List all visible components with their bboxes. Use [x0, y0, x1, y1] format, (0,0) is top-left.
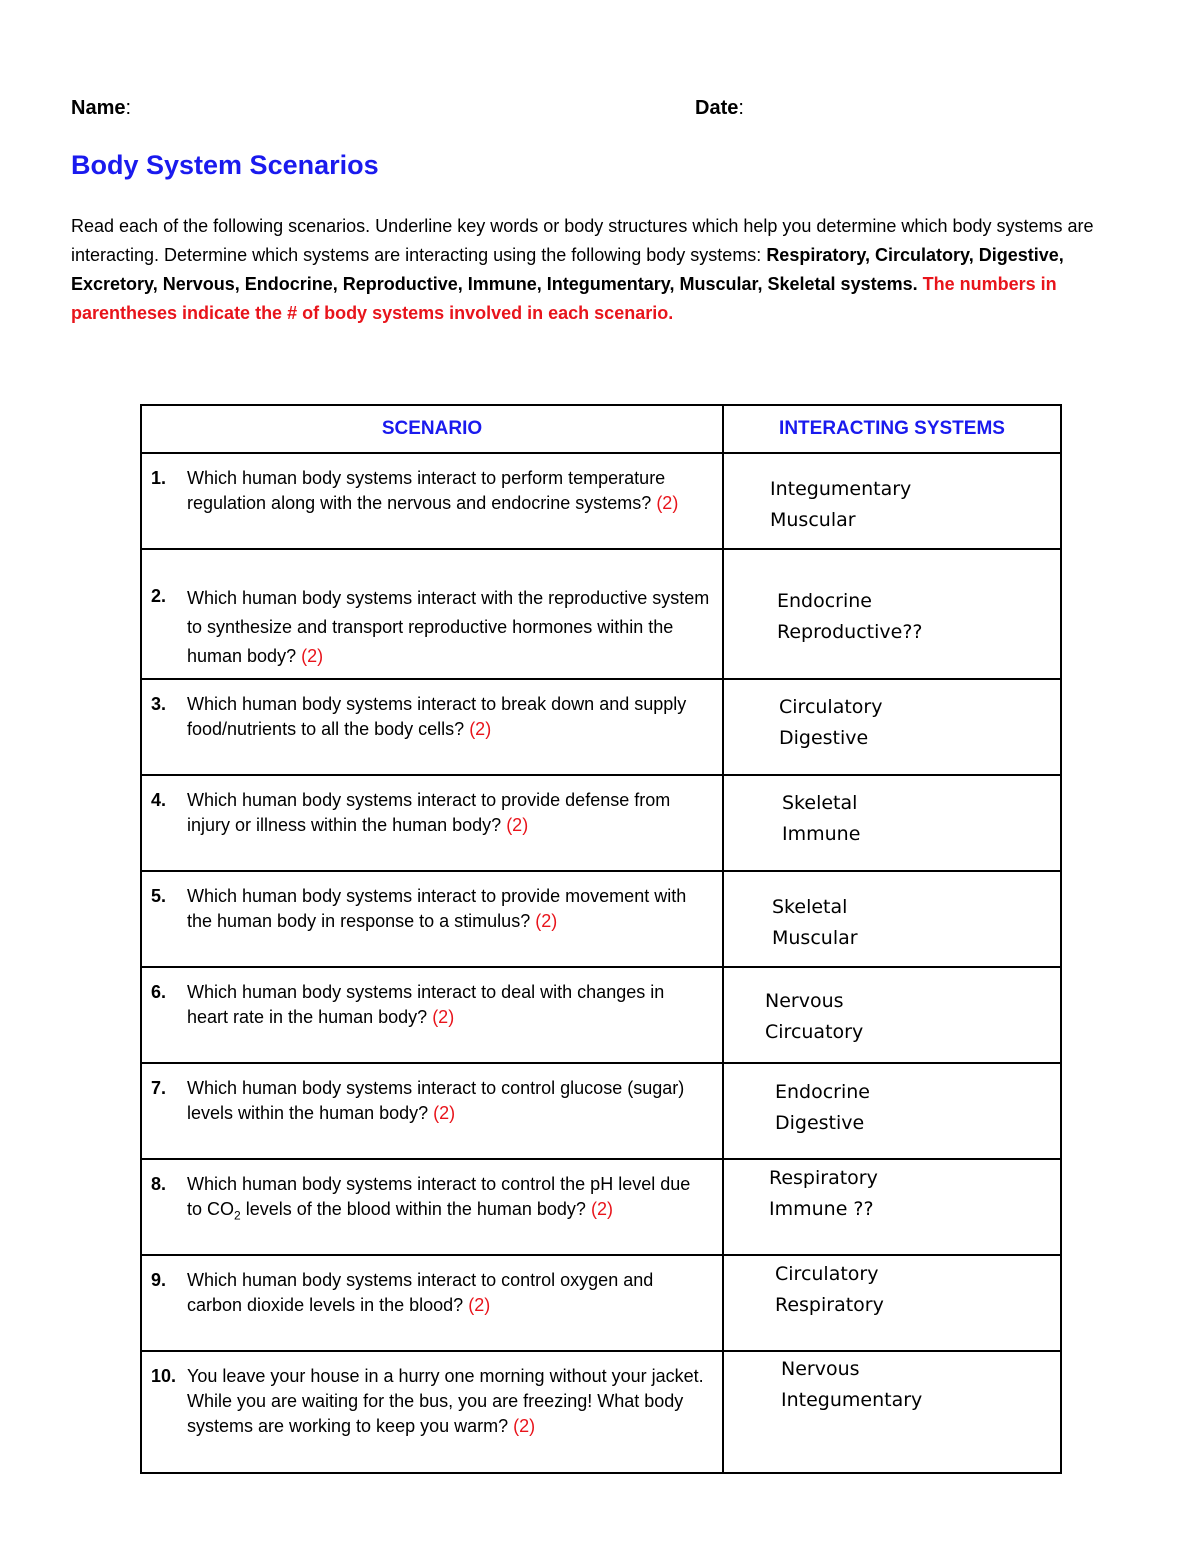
answer-line: Circuatory: [765, 1021, 864, 1043]
scenario-number: 10.: [151, 1366, 177, 1386]
answer-cell[interactable]: [723, 1063, 1061, 1159]
answer-line: Integumentary: [781, 1389, 923, 1411]
answer-cell[interactable]: [723, 967, 1061, 1063]
instructions-note: The numbers in parentheses indicate the # of body systems involved in each scenario.: [71, 274, 1057, 323]
scenario-cell: [141, 871, 723, 967]
table-row: [141, 1351, 1061, 1473]
scenario-number: 3.: [151, 694, 167, 714]
answer-line: Respiratory: [775, 1294, 884, 1316]
answer-cell[interactable]: [723, 549, 1061, 679]
scenario-question: [187, 884, 710, 934]
scenario-question: [187, 466, 710, 516]
scenario-cell: [141, 453, 723, 549]
scenarios-table: [140, 404, 1062, 1474]
scenario-question: [187, 1172, 710, 1229]
question-text: Which human body systems interact to perform temperature regulation along with the nervous and endocrine systems?: [187, 468, 666, 513]
table-row: [141, 1159, 1061, 1255]
answer-cell[interactable]: [723, 679, 1061, 775]
scenario-cell: [141, 549, 723, 679]
table-row: [141, 679, 1061, 775]
answer-line: Skeletal: [782, 792, 858, 814]
system-count: (2): [433, 1103, 456, 1123]
scenario-cell: [141, 775, 723, 871]
table-row: [141, 967, 1061, 1063]
answer-line: Muscular: [772, 927, 858, 949]
instructions: [71, 212, 1131, 328]
scenario-question: [187, 692, 710, 742]
scenario-question: [187, 788, 710, 838]
answer-line: Immune ??: [769, 1198, 874, 1220]
question-text: Which human body systems interact to deal with changes in heart rate in the human body?: [187, 982, 665, 1027]
question-text: Which human body systems interact to control the pH level due to CO: [187, 1174, 691, 1219]
answer-cell[interactable]: [723, 871, 1061, 967]
system-count: (2): [432, 1007, 455, 1027]
system-count: (2): [506, 815, 529, 835]
table-row: [141, 775, 1061, 871]
system-count: (2): [513, 1416, 536, 1436]
answer-line: Endocrine: [775, 1081, 870, 1103]
system-count: (2): [469, 719, 492, 739]
scenario-question: [187, 1268, 710, 1318]
scenario-column-header: SCENARIO: [141, 405, 723, 453]
system-count: (2): [535, 911, 558, 931]
scenario-cell: [141, 1063, 723, 1159]
scenario-number: 4.: [151, 790, 167, 810]
question-text: Which human body systems interact to break down and supply food/nutrients to all the body cells?: [187, 694, 687, 739]
question-text: Which human body systems interact to control glucose (sugar) levels within the human body?: [187, 1078, 685, 1123]
answer-line: Skeletal: [772, 896, 848, 918]
question-text: You leave your house in a hurry one morning without your jacket. While you are waiting for the bus, you are freezing! What body systems are working to keep you warm?: [187, 1366, 704, 1436]
answer-line: Reproductive??: [777, 621, 923, 643]
answer-line: Nervous: [781, 1358, 860, 1380]
answer-line: Integumentary: [770, 478, 912, 500]
scenario-number: 5.: [151, 886, 167, 906]
answer-cell[interactable]: [723, 775, 1061, 871]
table-row: [141, 1255, 1061, 1351]
worksheet-title: Body System Scenarios: [71, 150, 379, 180]
name-label-text: Name: [71, 97, 126, 119]
scenario-cell: [141, 1159, 723, 1255]
answer-line: Circulatory: [775, 1263, 879, 1285]
answer-line: Nervous: [765, 990, 844, 1012]
system-count: (2): [656, 493, 679, 513]
answer-line: Muscular: [770, 509, 856, 531]
question-text: Which human body systems interact to control oxygen and carbon dioxide levels in the blood?: [187, 1270, 654, 1315]
scenario-cell: [141, 1255, 723, 1351]
answer-cell[interactable]: [723, 1351, 1061, 1473]
instructions-systems-list: Respiratory, Circulatory, Digestive, Excretory, Nervous, Endocrine, Reproductive, Immune, Integumentary, Muscular, Skeletal systems.: [71, 245, 1064, 294]
system-count: (2): [590, 1199, 613, 1219]
date-label: [695, 97, 744, 120]
scenario-cell: [141, 679, 723, 775]
table-row: [141, 871, 1061, 967]
question-text: Which human body systems interact to provide defense from injury or illness within the human body?: [187, 790, 671, 835]
system-count: (2): [468, 1295, 491, 1315]
answer-cell[interactable]: [723, 1255, 1061, 1351]
answer-line: Digestive: [775, 1112, 865, 1134]
table-row: [141, 549, 1061, 679]
question-text: Which human body systems interact with the reproductive system to synthesize and transport reproductive hormones within the human body?: [187, 588, 710, 666]
answer-line: Digestive: [779, 727, 869, 749]
systems-column-header: INTERACTING SYSTEMS: [723, 405, 1061, 453]
table-row: [141, 1063, 1061, 1159]
date-label-colon: :: [738, 97, 744, 119]
answer-line: Circulatory: [779, 696, 883, 718]
scenario-number: 9.: [151, 1270, 167, 1290]
scenario-question: [187, 1076, 710, 1126]
question-text: Which human body systems interact to provide movement with the human body in response to a stimulus?: [187, 886, 687, 931]
scenario-number: 7.: [151, 1078, 167, 1098]
scenario-number: 6.: [151, 982, 167, 1002]
table-header-row: [141, 405, 1061, 453]
scenario-question: [187, 980, 710, 1030]
system-count: (2): [301, 646, 324, 666]
answer-line: Endocrine: [777, 590, 872, 612]
answer-line: Immune: [782, 823, 861, 845]
answer-line: Respiratory: [769, 1167, 878, 1189]
scenario-number: 8.: [151, 1174, 167, 1194]
name-label: [71, 97, 131, 120]
date-label-text: Date: [695, 97, 739, 119]
scenario-question: [187, 1364, 710, 1439]
answer-cell[interactable]: [723, 453, 1061, 549]
scenario-number: 2.: [151, 586, 167, 606]
question-text: levels of the blood within the human body?: [240, 1199, 586, 1219]
scenario-number: 1.: [151, 468, 167, 488]
answer-cell[interactable]: [723, 1159, 1061, 1255]
co2-subscript: 2: [234, 1208, 241, 1223]
scenario-cell: [141, 1351, 723, 1473]
table-row: [141, 453, 1061, 549]
scenario-cell: [141, 967, 723, 1063]
name-label-colon: :: [125, 97, 132, 119]
instructions-intro: Read each of the following scenarios. Underline key words or body structures which help you determine which body systems are interacting. Determine which systems are interacting using the following body systems:: [71, 216, 1094, 265]
scenario-question: [187, 584, 710, 671]
